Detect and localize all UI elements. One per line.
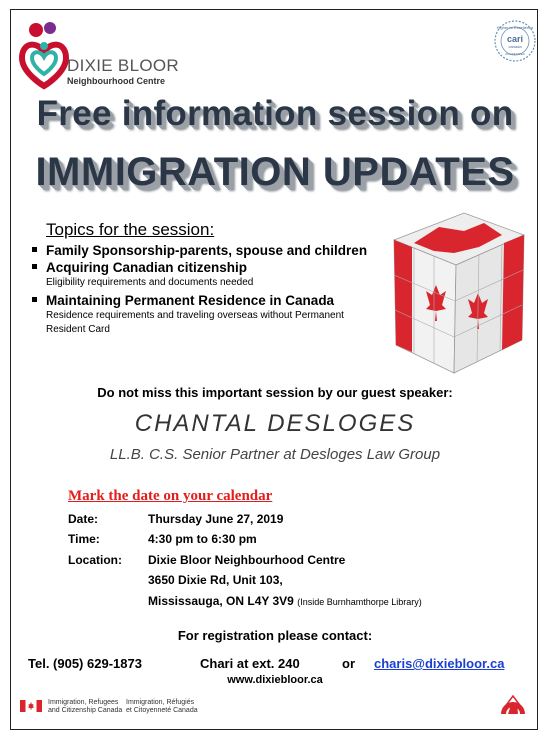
accreditation-seal-icon [494, 20, 536, 62]
ircc-french [126, 699, 198, 715]
seal-text-mid: cari [506, 34, 524, 44]
email-link[interactable]: charis@dixiebloor.ca [374, 656, 505, 671]
date-label: Date: [68, 512, 99, 526]
seal-text-bottom: ACCREDITED [505, 52, 525, 56]
topic-main: Family Sponsorship-parents, spouse and children [46, 243, 368, 258]
topic-sub: Residence requirements and traveling overseas without Permanent Resident Card [46, 310, 344, 335]
ircc-english-line-2: and Citizenship Canada [48, 707, 123, 714]
list-item [32, 292, 382, 337]
location-address: Mississauga, ON L4Y 3V9 [148, 594, 294, 608]
ircc-english [48, 699, 122, 715]
title-line-1: Free information session on [36, 94, 514, 133]
list-item [32, 259, 382, 290]
location-line-1: Dixie Bloor Neighbourhood Centre [148, 553, 346, 567]
list-item [32, 242, 382, 259]
ircc-french-line-1: Immigration, Réfugiés [126, 699, 195, 706]
date-value: Thursday June 27, 2019 [148, 512, 284, 526]
topic-sub: Eligibility requirements and documents needed [46, 277, 254, 288]
guest-speaker-intro: Do not miss this important session by our guest speaker: [97, 385, 453, 400]
bullet-icon [32, 264, 37, 269]
speaker-title: LL.B. C.S. Senior Partner at Desloges Law Group [109, 446, 441, 463]
registration-heading: For registration please contact: [177, 628, 373, 643]
bullet-icon [32, 297, 37, 302]
ircc-french-line-2: et Citoyenneté Canada [126, 707, 198, 714]
seal-text-top: Higher to Excellence [496, 25, 534, 30]
title-line-2: IMMIGRATION UPDATES [35, 150, 515, 194]
location-note: (Inside Burnhamthorpe Library) [297, 597, 422, 607]
united-way-logo-icon [498, 688, 528, 718]
location-label: Location: [68, 553, 122, 567]
topics-list [32, 242, 382, 339]
location-line-2: 3650 Dixie Rd, Unit 103, [148, 573, 283, 587]
phone-number[interactable]: Tel. (905) 629-1873 [28, 656, 142, 671]
canada-flag-cube-icon [384, 205, 530, 380]
or-text: or [342, 656, 355, 671]
time-value: 4:30 pm to 6:30 pm [148, 532, 257, 546]
topic-main: Maintaining Permanent Residence in Canada [46, 293, 335, 308]
logo-name: DIXIE BLOOR [67, 56, 179, 75]
time-label: Time: [68, 532, 100, 546]
logo-subtitle: Neighbourhood Centre [67, 76, 165, 86]
topic-main: Acquiring Canadian citizenship [46, 260, 248, 275]
seal-text-low: canada [508, 44, 522, 49]
bullet-icon [32, 247, 37, 252]
location-line-3 [148, 594, 422, 608]
ircc-english-line-1: Immigration, Refugees [48, 699, 119, 706]
topics-heading: Topics for the session: [46, 220, 215, 239]
website-link[interactable]: www.dixiebloor.ca [227, 674, 323, 686]
speaker-name: CHANTAL DESLOGES [134, 410, 416, 437]
mark-date-heading: Mark the date on your calendar [68, 488, 273, 504]
contact-extension: Chari at ext. 240 [200, 656, 300, 671]
canada-flag-icon [20, 700, 42, 712]
